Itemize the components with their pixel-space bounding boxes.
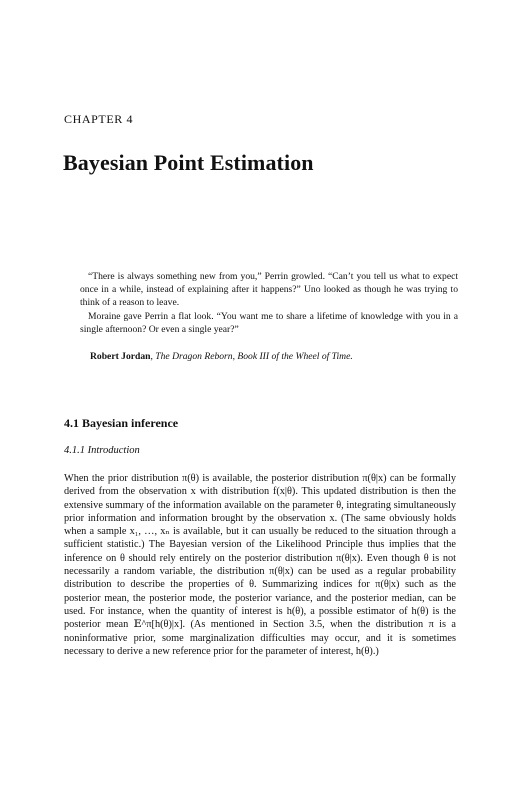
chapter-title: Bayesian Point Estimation: [63, 150, 314, 175]
section-heading: 4.1 Bayesian inference: [64, 416, 179, 430]
subsection-heading: 4.1.1 Introduction: [64, 445, 140, 456]
epigraph-paragraph: “There is always something new from you,” Perrin growled. “Can’t you tell us what to expect once in a while, instead of explaining after it happens?” Uno looked as though he was trying to think of a reason to leave.: [80, 271, 458, 309]
body-text: [64, 472, 456, 658]
epigraph: [80, 270, 458, 336]
epigraph-source: The Dragon Reborn, Book III of the Wheel of Time.: [155, 351, 353, 362]
body-paragraph: When the prior distribution π(θ) is available, the posterior distribution π(θ|x) can be formally derived from the observation x with distribution f(x|θ). This updated distribution is then the extensive summary of the information available on the parameter θ, integrating simultaneously prior information and information brought by the observation x. (The same obviously holds when a sample x₁, …, xₙ is available, but it can usually be reduced to the situation through a sufficient statistic.) The Bayesian version of the Likelihood Principle thus implies that the inference on θ should rely entirely on the posterior distribution π(θ|x). Even though θ is not necessarily a random variable, the distribution π(θ|x) can be used as a regular probability distribution to describe the properties of θ. Summarizing indices for π(θ|x) such as the posterior mean, the posterior mode, the posterior variance, and the posterior median, can be used. For instance, when the quantity of interest is h(θ), a possible estimator of h(θ) is the posterior mean 𝔼^π[h(θ)|x]. (As mentioned in Section 3.5, when the distribution π is a noninformative prior, some marginalization difficulties may occur, and it is sometimes necessary to derive a new reference prior for the parameter of interest, h(θ).): [64, 473, 456, 657]
epigraph-paragraph: Moraine gave Perrin a flat look. “You want me to share a lifetime of knowledge with you in a single afternoon? Or even a single year?”: [80, 310, 458, 335]
epigraph-author: Robert Jordan: [90, 351, 151, 362]
chapter-label: CHAPTER 4: [64, 112, 134, 126]
epigraph-attribution: Robert Jordan, The Dragon Reborn, Book III of the Wheel of Time.: [90, 351, 353, 362]
